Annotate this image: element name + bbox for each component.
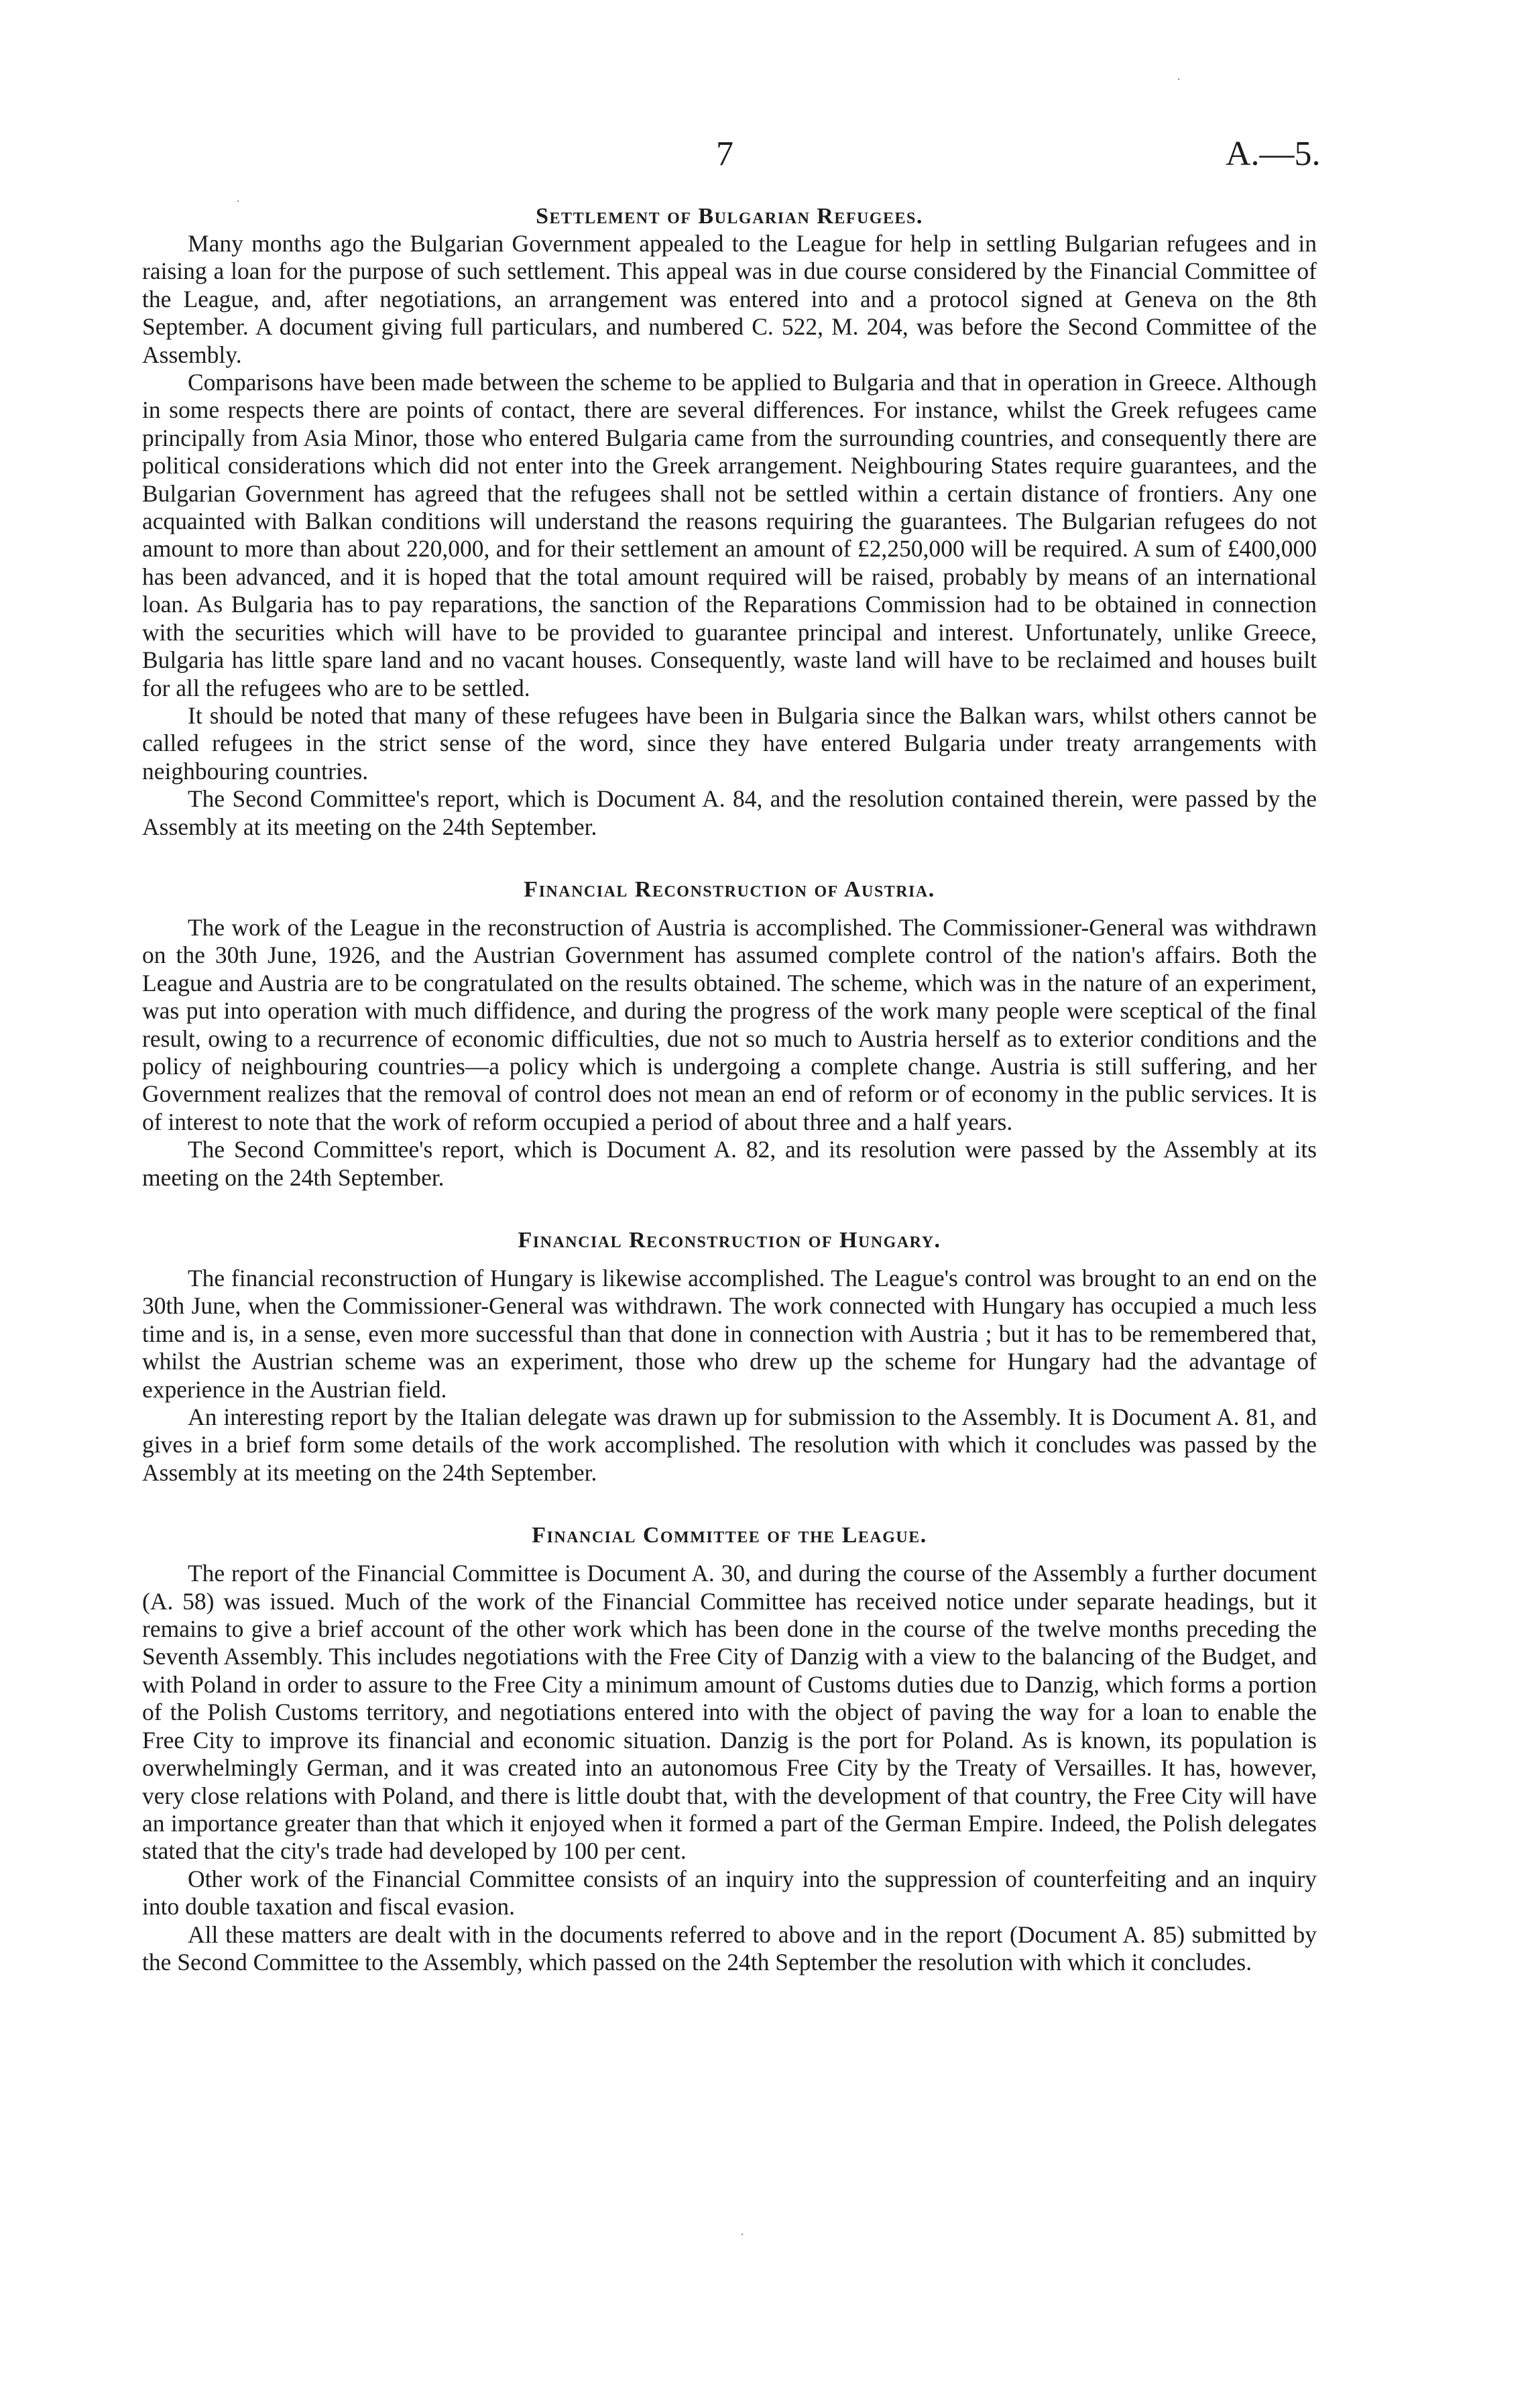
page-number: 7 bbox=[716, 135, 733, 173]
section-heading: Settlement of Bulgarian Refugees. bbox=[536, 204, 923, 229]
paragraph: Other work of the Financial Committee consists of an inquiry into the suppression of counterfeiting and an inquiry into double taxation and fiscal evasion. bbox=[142, 1865, 1317, 1920]
section-financial-committee bbox=[142, 1522, 1317, 1976]
section-austria bbox=[142, 876, 1317, 1192]
paragraph: Comparisons have been made between the scheme to be applied to Bulgaria and that in operation in Greece. Although in some respects there are points of contact, there are several differences. For instance, whilst the Greek refugees came principally from Asia Minor, those who entered Bulgaria came from the surrounding countries, and consequently there are political considerations which did not enter into the Greek arrangement. Neighbouring States require guarantees, and the Bulgarian Government has agreed that the refugees shall not be settled within a certain distance of frontiers. Any one acquainted with Balkan conditions will understand the reasons requiring the guarantees. The Bulgarian refugees do not amount to more than about 220,000, and for their settlement an amount of £2,250,000 will be required. A sum of £400,000 has been advanced, and it is hoped that the total amount required will be raised, probably by means of an international loan. As Bulgaria has to pay reparations, the sanction of the Reparations Commission had to be obtained in connection with the securities which will have to be provided to guarantee principal and interest. Unfortunately, unlike Greece, Bulgaria has little spare land and no vacant houses. Consequently, waste land will have to be reclaimed and houses built for all the refugees who are to be settled. bbox=[142, 369, 1317, 701]
paragraph: An interesting report by the Italian delegate was drawn up for submission to the Assembly. It is Document A. 81, and gives in a brief form some details of the work accomplished. The resolution with which it concludes was passed by the Assembly at its meeting on the 24th September. bbox=[142, 1403, 1317, 1486]
section-hungary bbox=[142, 1226, 1317, 1487]
speck-mark: · bbox=[740, 2228, 744, 2241]
paragraph: The Second Committee's report, which is Document A. 82, and its resolution were passed by the Assembly at its meeting on the 24th September. bbox=[142, 1136, 1317, 1191]
paragraph: Many months ago the Bulgarian Government appealed to the League for help in settling Bulgarian refugees and in raising a loan for the purpose of such settlement. This appeal was in due course considered by the Financial Committee of the League, and, after negotiations, an arrangement was entered into and a protocol signed at Geneva on the 8th September. A document giving full particulars, and numbered C. 522, M. 204, was before the Second Committee of the Assembly. bbox=[142, 230, 1317, 368]
paragraph: It should be noted that many of these refugees have been in Bulgaria since the Balkan wars, whilst others cannot be called refugees in the strict sense of the word, since they have entered Bulgaria under treaty arrangements with neighbouring countries. bbox=[142, 701, 1317, 785]
section-heading: Financial Reconstruction of Hungary. bbox=[518, 1228, 941, 1253]
paragraph: The work of the League in the reconstruction of Austria is accomplished. The Commissioner-General was withdrawn on the 30th June, 1926, and the Austrian Government has assumed complete control of the nation's affairs. Both the League and Austria are to be congratulated on the results obtained. The scheme, which was in the nature of an experiment, was put into operation with much diffidence, and during the progress of the work many people were sceptical of the final result, owing to a recurrence of economic difficulties, due not so much to Austria herself as to exterior conditions and the policy of neighbouring countries—a policy which is undergoing a complete change. Austria is still suffering, and her Government realizes that the removal of control does not mean an end of reform or of economy in the public services. It is of interest to note that the work of reform occupied a period of about three and a half years. bbox=[142, 913, 1317, 1135]
speck-mark: · bbox=[1177, 72, 1181, 86]
section-heading: Financial Reconstruction of Austria. bbox=[524, 876, 935, 902]
paragraph: The report of the Financial Committee is Document A. 30, and during the course of the Assembly a further document (A. 58) was issued. Much of the work of the Financial Committee has received notice under separate headings, but it remains to give a brief account of the other work which has been done in the course of the twelve months preceding the Seventh Assembly. This includes negotiations with the Free City of Danzig with a view to the balancing of the Budget, and with Poland in order to assure to the Free City a minimum amount of Customs duties due to Danzig, which forms a portion of the Polish Customs territory, and negotiations entered into with the object of paving the way for a loan to enable the Free City to improve its financial and economic situation. Danzig is the port for Poland. As is known, its population is overwhelmingly German, and it was created into an autonomous Free City by the Treaty of Versailles. It has, however, very close relations with Poland, and there is little doubt that, with the development of that country, the Free City will have an importance greater than that which it enjoyed when it formed a part of the German Empire. Indeed, the Polish delegates stated that the city's trade had developed by 100 per cent. bbox=[142, 1560, 1317, 1865]
page-header bbox=[0, 134, 1536, 174]
section-heading: Financial Committee of the League. bbox=[532, 1523, 927, 1548]
paragraph: All these matters are dealt with in the documents referred to above and in the report (Document A. 85) submitted by the Second Committee to the Assembly, which passed on the 24th September the resolution with which it concludes. bbox=[142, 1920, 1317, 1975]
paragraph: The Second Committee's report, which is Document A. 84, and the resolution contained therein, were passed by the Assembly at its meeting on the 24th September. bbox=[142, 785, 1317, 840]
document-body bbox=[142, 203, 1317, 1976]
section-bulgarian-refugees bbox=[142, 203, 1317, 841]
document-reference: A.—5. bbox=[1226, 135, 1321, 173]
speck-mark: · bbox=[236, 194, 240, 208]
paragraph: The financial reconstruction of Hungary is likewise accomplished. The League's control was brought to an end on the 30th June, when the Commissioner-General was withdrawn. The work connected with Hungary has occupied a much less time and is, in a sense, even more successful than that done in connection with Austria ; but it has to be remembered that, whilst the Austrian scheme was an experiment, those who drew up the scheme for Hungary had the advantage of experience in the Austrian field. bbox=[142, 1265, 1317, 1403]
